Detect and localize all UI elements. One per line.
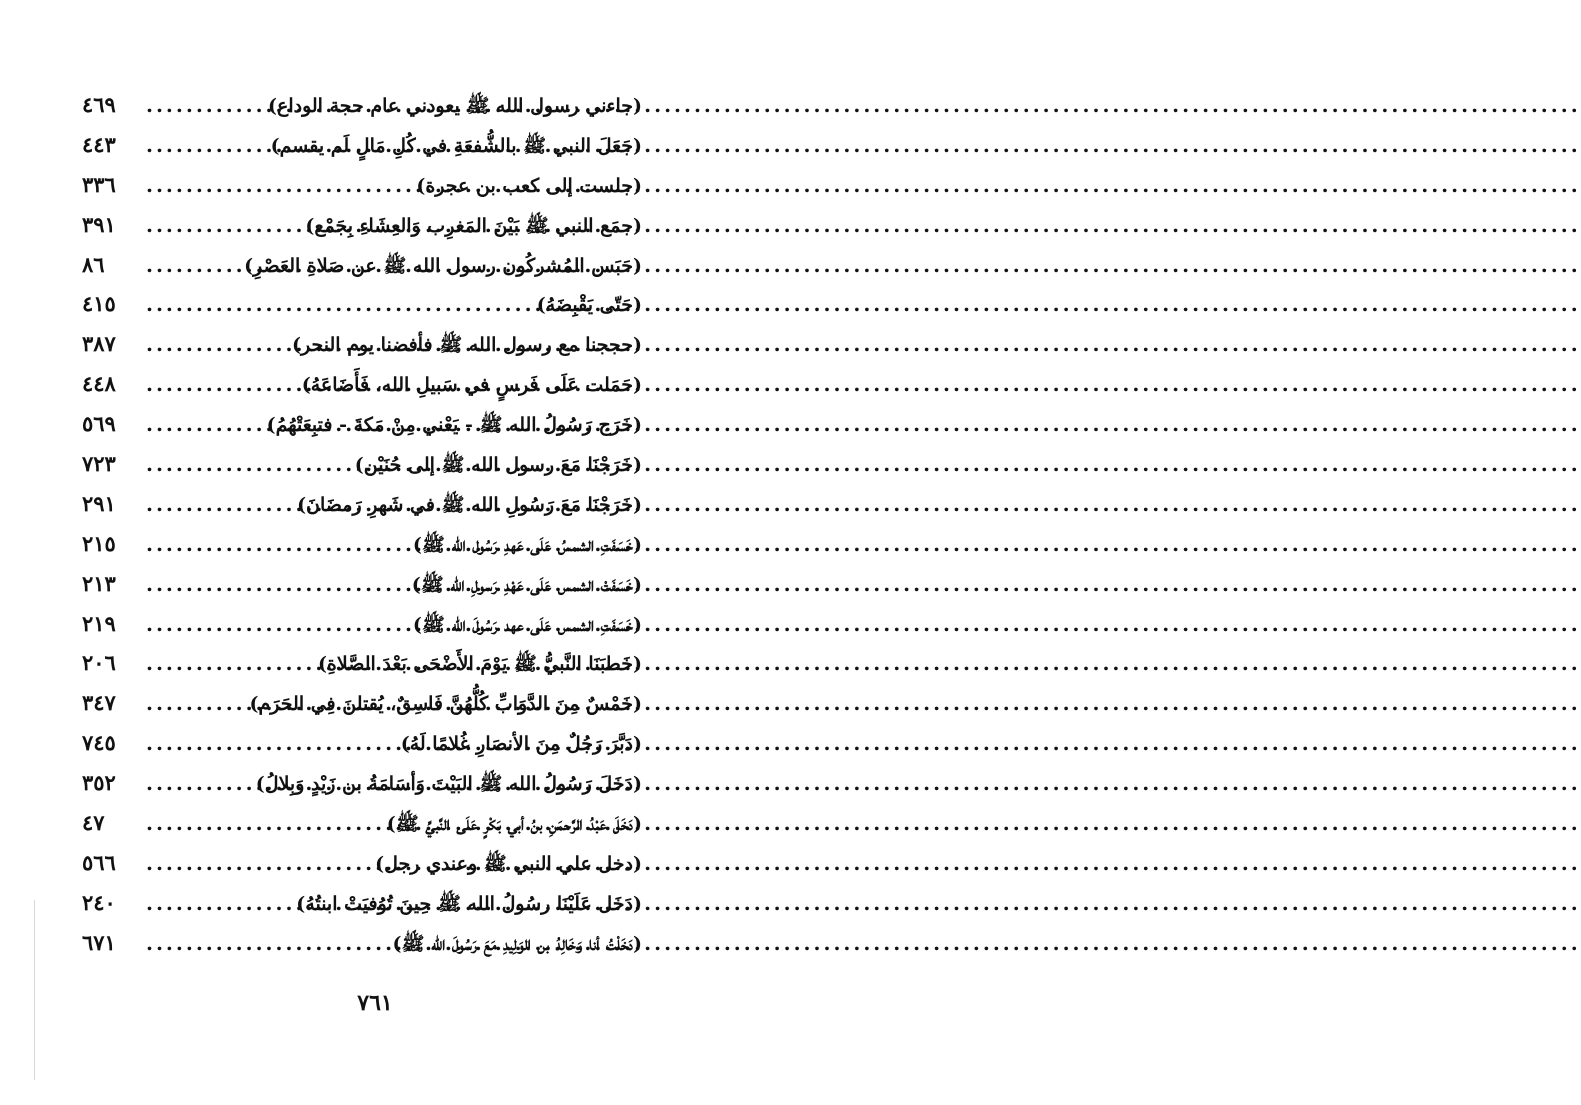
entry-page-number: ٢٩١ — [82, 490, 116, 516]
entry-title: (حَتّى يَقْبِضَهُ) — [536, 294, 642, 317]
entry-page-number: ٢٤٠ — [82, 889, 116, 915]
entry-page-number: ٨٦ — [82, 251, 105, 277]
entry-title: (جلست إلى كعب بن عجرة) — [416, 174, 642, 197]
index-entry — [82, 643, 642, 683]
index-entry — [82, 245, 642, 285]
entry-title: (دَخَل عَلَيْنَا رسُولُ الله ﷺ حِينَ تُوُفيَتْ ابنتُهُ) — [296, 892, 642, 915]
index-entry — [82, 324, 642, 364]
entry-page-number: ٢٠٦ — [82, 650, 116, 676]
dot-leader — [142, 86, 268, 126]
entry-page-number: ٢١٥ — [82, 530, 116, 556]
entry-title: (خَرَج رَسُولُ الله ﷺ - يَعْني مِنْ مَكةَ - فتبِعَتْهُمُ) — [266, 414, 642, 437]
entry-page-number: ٤٤٣ — [82, 131, 116, 157]
entry-title: (حججنا مع رسول الله ﷺ فأفضنا يوم النحر) — [292, 334, 642, 357]
entry-title: (خَسَفَتْ الشمس عَلَى عَهْدِ رَسولِ الله ﷺ) — [411, 573, 642, 596]
entry-page-number: ٣٥٢ — [82, 770, 116, 796]
hadith-index-list — [82, 85, 642, 963]
entry-page-number: ٦٧١ — [82, 929, 116, 955]
dot-leader — [142, 525, 413, 565]
footer-page-number: ٧٦١ — [357, 990, 393, 1016]
dot-leader — [142, 485, 297, 525]
index-entry — [82, 484, 642, 524]
entry-page-number: ٣٣٦ — [82, 171, 116, 197]
dot-leader — [142, 126, 271, 166]
index-entry — [82, 165, 642, 205]
index-entry — [82, 404, 642, 444]
dot-leader — [142, 844, 375, 884]
entry-title: (خَطبَنَا النَّبيُّ ﷺ يَوْمَ الأَضْحَى بَعْدَ الصَّلاةِ) — [317, 653, 642, 676]
entry-title: (دَبَّرَ رَجُلٌ مِنَ الأنصَارِ غُلامًا لَهُ) — [400, 733, 642, 756]
entry-title: (جَعَلَ النبي ﷺ بالشُّفعَةِ في كُلِ مَالٍ لَم يقسم) — [270, 134, 642, 157]
entry-title: (خَسَفَتِ الشمسُ عَلَى عَهدِ رَسُول الله ﷺ) — [412, 533, 642, 556]
dot-leader — [142, 246, 244, 286]
entry-title: (خَسَفَتِ الشمس عَلَى عهد رَسُولَ الله ﷺ) — [412, 613, 642, 636]
dot-leader — [142, 764, 256, 804]
entry-title: (جمَع النبي ﷺ بَيْنَ المَغرِب وَالعِشَاءِ بِجَمْع) — [305, 214, 642, 237]
entry-title: (دخل علي النبي ﷺ وعندي رجل) — [375, 852, 642, 875]
index-entry — [82, 723, 642, 763]
dot-leader — [142, 605, 413, 645]
dot-leader — [142, 644, 318, 684]
entry-page-number: ٣٤٧ — [82, 690, 116, 716]
entry-page-number: ٣٩١ — [82, 211, 116, 237]
index-entry — [82, 125, 642, 165]
index-entry — [82, 564, 642, 604]
dot-leader — [142, 924, 393, 964]
entry-title: (جاءني رسول الله ﷺ يعودني عام حجة الوداع) — [268, 95, 642, 117]
dot-leader — [142, 166, 416, 206]
entry-title: (دَخَلْتُ أنا وَخَالِدُ بن الوَلِيدِ مَعَ رَسُولَ الله ﷺ) — [392, 932, 642, 955]
index-entry — [82, 364, 642, 404]
dot-leader — [142, 325, 292, 365]
entry-page-number: ٥٦٩ — [82, 411, 116, 437]
index-page — [0, 0, 750, 1105]
dot-leader — [142, 804, 387, 844]
dot-leader — [142, 445, 355, 485]
index-entry — [82, 763, 642, 803]
entry-page-number: ٧٤٥ — [82, 730, 116, 756]
entry-title: (دَخَلَ رَسُولُ الله ﷺ البَيْتَ وَأسَامَةُ بن زَيْدٍ وَبِلالُ) — [255, 773, 642, 796]
index-entry — [82, 284, 642, 324]
dot-leader — [142, 724, 401, 764]
dot-leader — [142, 285, 537, 325]
entry-title: (خَرَجْنَا مَعَ رَسُولِ الله ﷺ في شَهرِ رَمضَانَ) — [297, 493, 642, 516]
entry-page-number: ٤٤٨ — [82, 371, 116, 397]
entry-title: (حَمَلت عَلَى فَرسٍ في سَبيلِ الله، فَأَضَاعَهُ) — [301, 374, 642, 397]
index-entry — [82, 883, 642, 923]
index-entry — [82, 683, 642, 723]
dot-leader — [142, 565, 412, 605]
entry-page-number: ٤٧ — [82, 810, 105, 836]
index-entry — [82, 604, 642, 644]
entry-title: (خَرَجْنَا مَعَ رسول الله ﷺ إلى حُنَيْن) — [354, 454, 642, 477]
index-entry — [82, 444, 642, 484]
entry-title: (حَبَس المُشركُون رسول الله ﷺ عن صَلاةِ العَصْرِ) — [244, 254, 642, 277]
entry-title: (دَخَلَ عَبْدُ الرَّحمَنِ بنُ أبي بَكْرٍ عَلَى النَّبيِّ ﷺ) — [386, 813, 642, 836]
dot-leader — [142, 206, 305, 246]
entry-page-number: ٤١٥ — [82, 291, 116, 317]
entry-title: (خَمْسٌ مِنَ الدَّوَابِّ كُلُّهُنَّ فَاسِقٌ، يُقتلنَ فِي الحَرَم) — [249, 693, 642, 716]
index-entry — [82, 803, 642, 843]
dot-leader — [142, 684, 250, 724]
entry-page-number: ٧٢٣ — [82, 451, 116, 477]
entry-page-number: ٢١٣ — [82, 570, 116, 596]
dot-leader — [142, 405, 267, 445]
dot-leader — [142, 365, 302, 405]
index-entry — [82, 923, 642, 963]
entry-page-number: ٤٦٩ — [82, 92, 116, 117]
entry-page-number: ٢١٩ — [82, 610, 116, 636]
dot-leader — [142, 884, 296, 924]
entry-page-number: ٣٨٧ — [82, 331, 116, 357]
entry-page-number: ٥٦٦ — [82, 849, 116, 875]
index-entry — [82, 205, 642, 245]
index-entry — [82, 524, 642, 564]
index-entry — [82, 843, 642, 883]
index-entry — [82, 85, 642, 125]
